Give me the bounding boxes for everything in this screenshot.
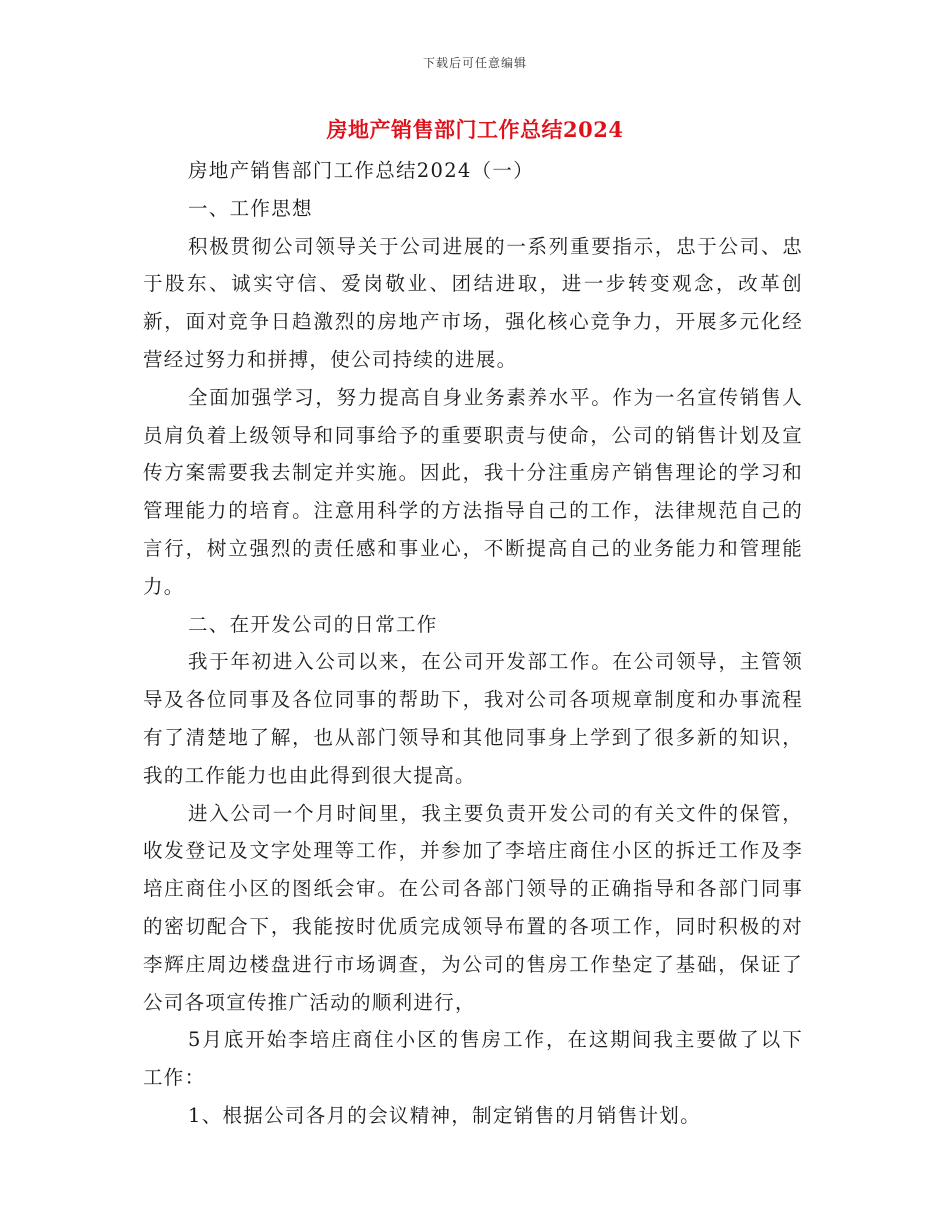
document-body: [143, 152, 803, 1135]
paragraph-heading-daily-work: 二、在开发公司的日常工作: [188, 612, 438, 636]
paragraph: 积极贯彻公司领导关于公司进展的一系列重要指示，忠于公司、忠于股东、诚实守信、爱岗敬业、团结进取，进一步转变观念，改革创新，面对竞争日趋激烈的房地产市场，强化核心竞争力，开展多元化经营经过努力和拼搏，使公司持续的进展。: [143, 234, 803, 371]
paragraph-heading-work-thinking: 一、工作思想: [188, 196, 313, 220]
paragraph: 5月底开始李培庄商住小区的售房工作，在这期间我主要做了以下工作：: [143, 1028, 803, 1090]
paragraph: 进入公司一个月时间里，我主要负责开发公司的有关文件的保管，收发登记及文字处理等工作，并参加了李培庄商住小区的拆迁工作及李培庄商住小区的图纸会审。在公司各部门领导的正确指导和各部门同事的密切配合下，我能按时优质完成领导布置的各项工作，同时积极的对李辉庄周边楼盘进行市场调查，为公司的售房工作垫定了基础，保证了公司各项宣传推广活动的顺利进行，: [143, 801, 803, 1014]
paragraph: 全面加强学习，努力提高自身业务素养水平。作为一名宣传销售人员肩负着上级领导和同事给予的重要职责与使命，公司的销售计划及宣传方案需要我去制定并实施。因此，我十分注重房产销售理论的学习和管理能力的培育。注意用科学的方法指导自己的工作，法律规范自己的言行，树立强烈的责任感和事业心，不断提高自己的业务能力和管理能力。: [143, 385, 803, 598]
header-note: 下载后可任意编辑: [422, 56, 527, 70]
paragraph-section-title: 房地产销售部门工作总结2024（一）: [188, 159, 535, 182]
paragraph: 我于年初进入公司以来，在公司开发部工作。在公司领导，主管领导及各位同事及各位同事的帮助下，我对公司各项规章制度和办事流程有了清楚地了解，也从部门领导和其他同事身上学到了很多新的知识，我的工作能力也由此得到很大提高。: [143, 650, 803, 787]
document-title: 房地产销售部门工作总结2024: [326, 117, 624, 142]
paragraph-list-item: 1、根据公司各月的会议精神，制定销售的月销售计划。: [188, 1103, 701, 1127]
